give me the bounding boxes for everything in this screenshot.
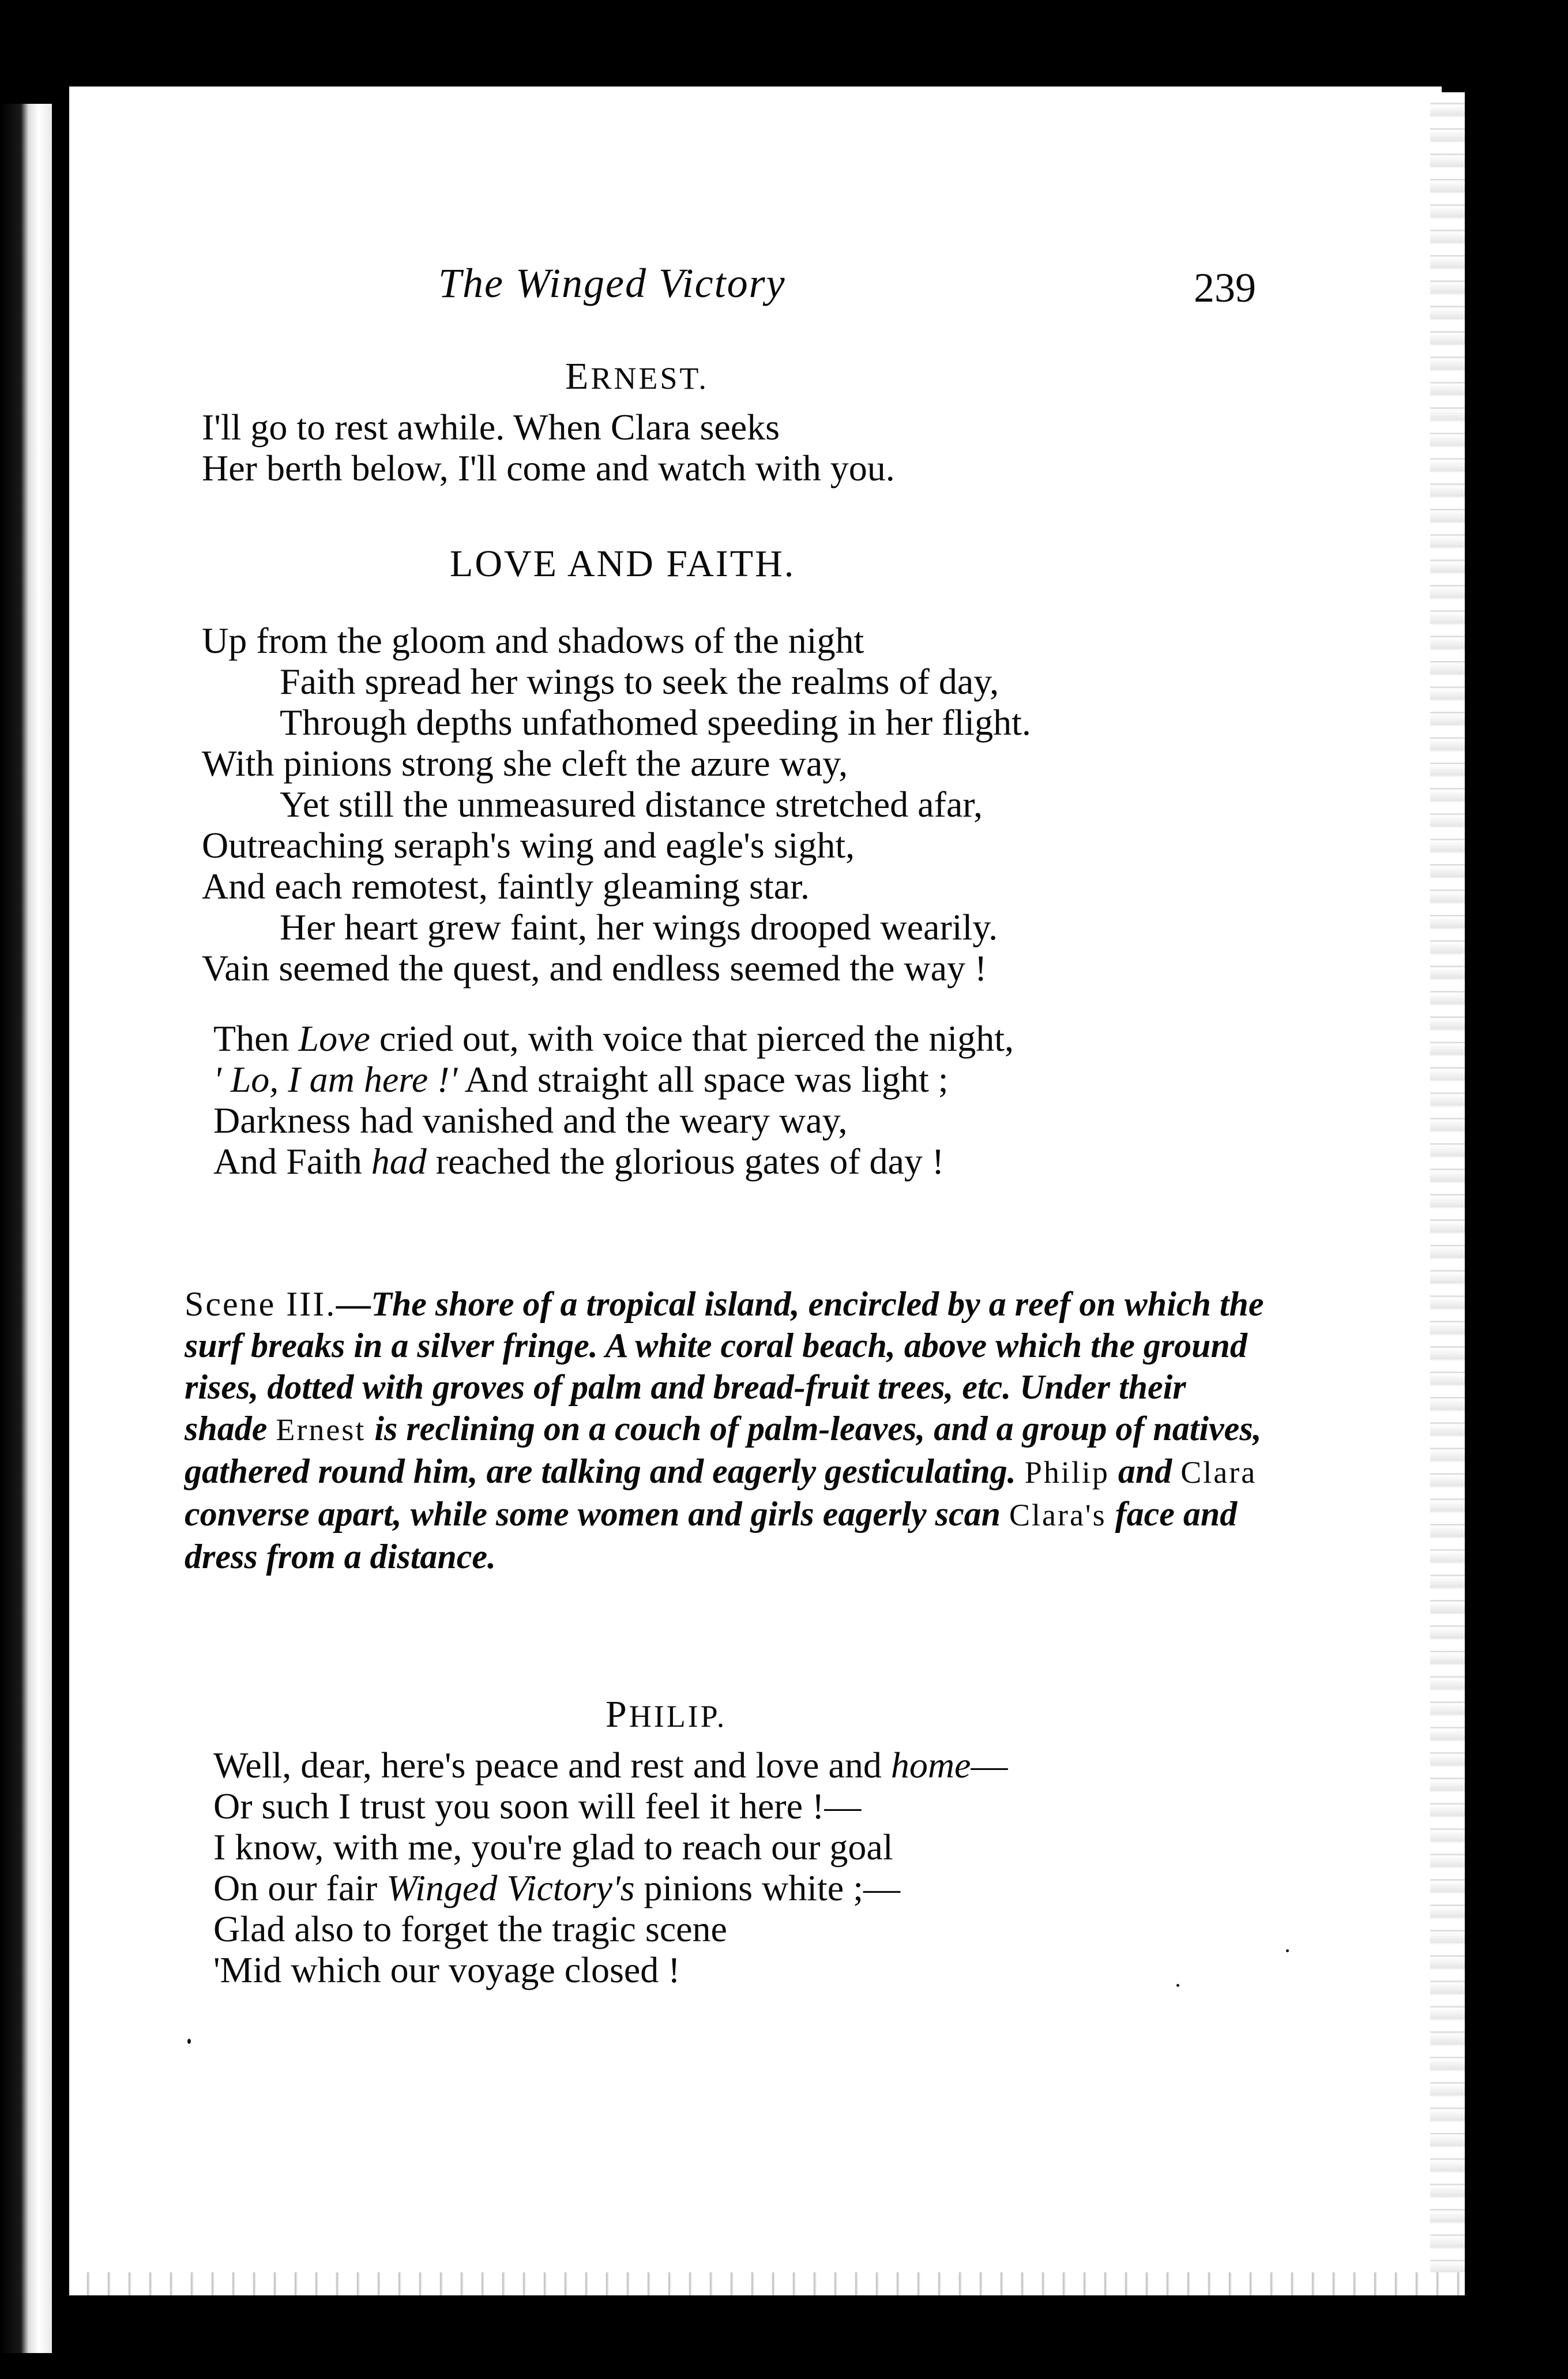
emphasis: home [890, 1745, 971, 1786]
verse-line: With pinions strong she cleft the azure way, [202, 743, 848, 784]
character-name: Clara's [1009, 1498, 1107, 1532]
verse-line: Darkness had vanished and the weary way, [213, 1100, 848, 1141]
verse-line: Faith spread her wings to seek the realms of day, [280, 661, 999, 702]
scene-label: Scene III. [185, 1285, 337, 1323]
speaker-philip: PHILIP. [606, 1693, 727, 1735]
philip-speech [213, 1745, 1007, 1990]
poem-title: LOVE AND FAITH. [450, 543, 796, 585]
verse-line: I know, with me, you're glad to reach our goal [213, 1826, 893, 1867]
verse-line: Up from the gloom and shadows of the night [202, 620, 864, 661]
emphasis: had [371, 1141, 427, 1182]
running-title: The Winged Victory [438, 260, 786, 306]
book-page [69, 87, 1442, 2290]
verse-line: Then Love cried out, with voice that pierced the night, [213, 1018, 1014, 1059]
verse-line: Outreaching seraph's wing and eagle's sight, [202, 825, 855, 866]
poem-stanza-2 [213, 1018, 1014, 1182]
verse-line: Or such I trust you soon will feel it here !— [213, 1786, 862, 1826]
verse-line: Yet still the unmeasured distance stretched afar, [280, 784, 983, 825]
poem-stanza-1 [202, 620, 1031, 989]
emphasis: ' Lo, I am here !' [213, 1059, 458, 1100]
character-name: Ernest [276, 1412, 366, 1447]
emphasis: Love [298, 1018, 370, 1059]
character-name: Clara [1180, 1455, 1257, 1490]
verse-line: Glad also to forget the tragic scene [213, 1908, 727, 1949]
book-gutter-edge [0, 104, 52, 2353]
verse-line: Her berth below, I'll come and watch with you. [202, 448, 895, 488]
verse-line: I'll go to rest awhile. When Clara seeks [202, 407, 780, 448]
verse-line: ' Lo, I am here !' And straight all space was light ; [213, 1059, 949, 1100]
verse-line: Through depths unfathomed speeding in her flight. [280, 702, 1031, 743]
print-speck [1286, 1949, 1289, 1952]
page-stack-edge [1430, 92, 1465, 2284]
print-speck [187, 2039, 191, 2044]
emphasis: Winged Victory's [386, 1867, 635, 1908]
verse-line: And Faith had reached the glorious gates of day ! [213, 1141, 945, 1182]
page-bottom-edge [69, 2272, 1465, 2295]
stage-direction: Scene III.—The shore of a tropical island, encircled by a reef on which the surf breaks in a silver fringe. A white coral beach, above which the ground rises, dotted with groves of palm and bread-fruit trees, etc. Under their shade Ernest is reclining on a couch of palm-leaves, and a group of natives, gathered round him, are talking and eagerly gesticulating. Philip and Clara converse apart, while some women and girls eagerly scan Clara's face and dress from a distance. [185, 1285, 1264, 1576]
verse-line: On our fair Winged Victory's pinions white ;— [213, 1867, 900, 1908]
print-speck [1176, 1984, 1179, 1987]
ernest-speech [202, 407, 895, 488]
verse-line: 'Mid which our voyage closed ! [213, 1949, 680, 1990]
verse-line: And each remotest, faintly gleaming star. [202, 866, 810, 907]
verse-line: Well, dear, here's peace and rest and love and home— [213, 1745, 1008, 1786]
verse-line: Her heart grew faint, her wings drooped wearily. [280, 907, 998, 948]
verse-line: Vain seemed the quest, and endless seemed the way ! [202, 948, 987, 989]
page-number: 239 [1194, 265, 1256, 311]
character-name: Philip [1024, 1455, 1110, 1490]
speaker-ernest: ERNEST. [565, 355, 709, 397]
